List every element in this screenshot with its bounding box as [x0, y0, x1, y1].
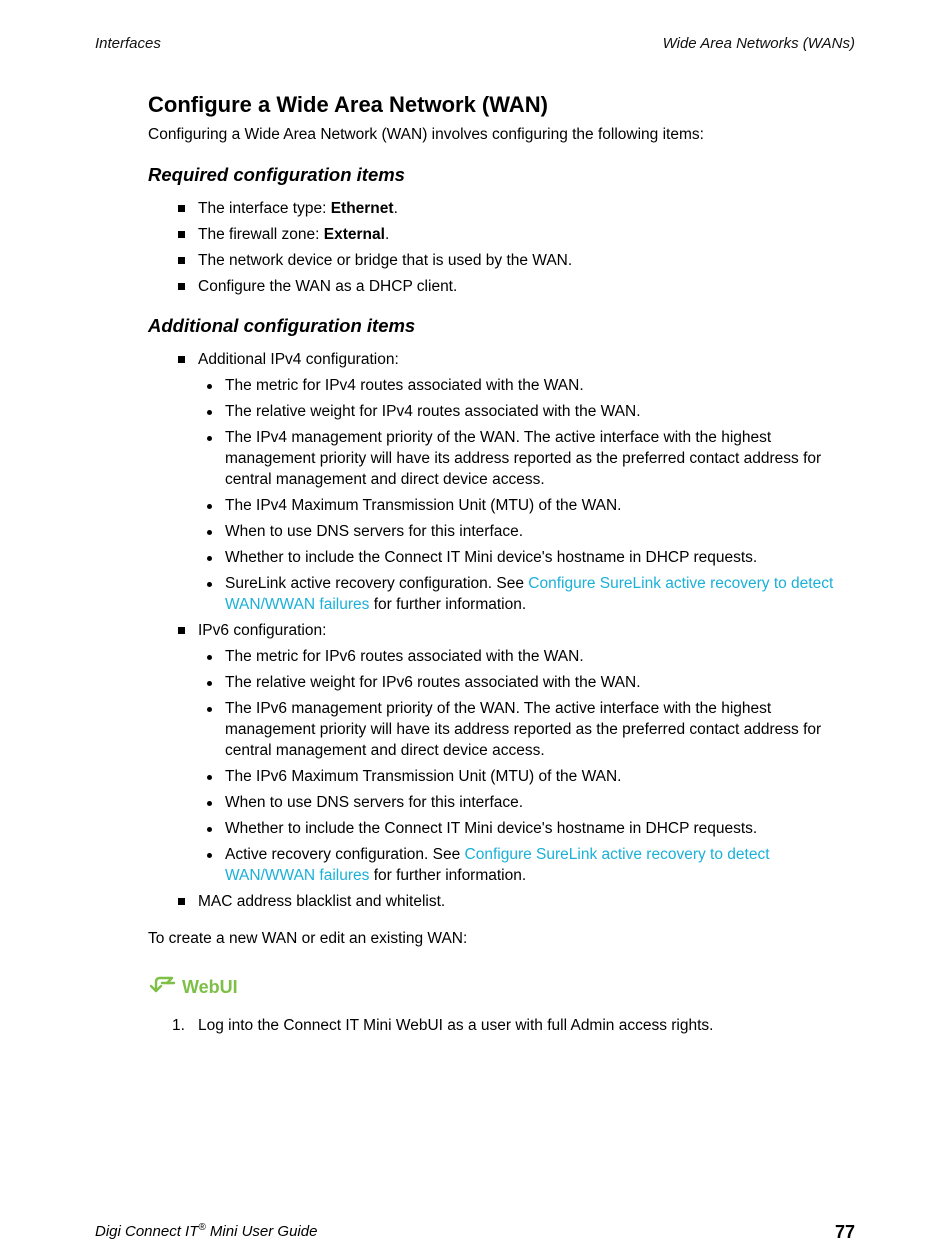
dot-bullet-icon [207, 827, 212, 832]
list-item: The relative weight for IPv4 routes associated with the WAN. [225, 401, 848, 422]
webui-icon [148, 974, 176, 1001]
square-bullet-icon [178, 205, 185, 212]
square-bullet-icon [178, 627, 185, 634]
additional-list [148, 349, 848, 912]
list-item: SureLink active recovery configuration. See Configure SureLink active recovery to detect WAN/WWAN failures for further information. [225, 573, 848, 615]
required-list [148, 198, 848, 297]
ipv4-sublist [198, 375, 848, 615]
header-section: Interfaces [95, 35, 161, 52]
surelink-link[interactable]: Configure SureLink active recovery to detect WAN/WWAN failures [225, 846, 770, 884]
list-item: The relative weight for IPv6 routes associated with the WAN. [225, 672, 848, 693]
list-item: When to use DNS servers for this interface. [225, 792, 848, 813]
step-number: 1. [172, 1017, 185, 1034]
square-bullet-icon [178, 283, 185, 290]
dot-bullet-icon [207, 681, 212, 686]
additional-heading: Additional configuration items [148, 315, 416, 336]
list-item: Configure the WAN as a DHCP client. [198, 276, 848, 297]
dot-bullet-icon [207, 655, 212, 660]
dot-bullet-icon [207, 801, 212, 806]
list-item: The IPv4 Maximum Transmission Unit (MTU) of the WAN. [225, 495, 848, 516]
surelink-link[interactable]: Configure SureLink active recovery to detect WAN/WWAN failures [225, 575, 834, 613]
page-number: 77 [834, 1222, 855, 1242]
footer-guide-title: Digi Connect IT® Mini User Guide [95, 1222, 318, 1240]
list-item: The firewall zone: External. [198, 224, 848, 245]
list-item-ipv6: IPv6 configuration: The metric for IPv6 routes associated with the WAN. The relative weight for IPv6 routes associated with the WAN. The IPv6 management priority of the WAN. The active interface with the highest management priority will have its address reported as the preferred contact address for central management and direct device access. The IPv6 Maximum Transmission Unit (MTU) of the WAN. When to use DNS servers for this interface. Whether to include the Connect IT Mini device's hostname in DHCP requests. Active recovery configuration. See Configure SureLink active recovery to detect WAN/WWAN failures for further information. [198, 620, 848, 886]
square-bullet-icon [178, 231, 185, 238]
step-item: 1. Log into the Connect IT Mini WebUI as a user with full Admin access rights. [172, 1017, 714, 1034]
list-item: Active recovery configuration. See Configure SureLink active recovery to detect WAN/WWAN failures for further information. [225, 844, 848, 886]
list-item: The IPv6 management priority of the WAN. The active interface with the highest management priority will have its address reported as the preferred contact address for central management and direct device access. [225, 698, 848, 761]
dot-bullet-icon [207, 384, 212, 389]
dot-bullet-icon [207, 530, 212, 535]
steps-list [148, 1015, 848, 1036]
list-item-ipv4: Additional IPv4 configuration: The metric for IPv4 routes associated with the WAN. The relative weight for IPv4 routes associated with the WAN. The IPv4 management priority of the WAN. The active interface with the highest management priority will have its address reported as the preferred contact address for central management and direct device access. The IPv4 Maximum Transmission Unit (MTU) of the WAN. When to use DNS servers for this interface. Whether to include the Connect IT Mini device's hostname in DHCP requests. SureLink active recovery configuration. See Configure SureLink active recovery to detect WAN/WWAN failures for further information. [198, 349, 848, 615]
page-content [148, 92, 848, 1036]
list-item: The IPv4 management priority of the WAN. The active interface with the highest management priority will have its address reported as the preferred contact address for central management and direct device access. [225, 427, 848, 490]
required-heading: Required configuration items [148, 164, 405, 185]
list-item: The interface type: Ethernet. [198, 198, 848, 219]
square-bullet-icon [178, 898, 185, 905]
dot-bullet-icon [207, 504, 212, 509]
list-item: The metric for IPv4 routes associated with the WAN. [225, 375, 848, 396]
list-item: Whether to include the Connect IT Mini device's hostname in DHCP requests. [225, 818, 848, 839]
list-item: The network device or bridge that is used by the WAN. [198, 250, 848, 271]
webui-heading [148, 974, 848, 1001]
page-title: Configure a Wide Area Network (WAN) [148, 92, 548, 117]
square-bullet-icon [178, 257, 185, 264]
create-wan-paragraph: To create a new WAN or edit an existing WAN: [148, 930, 468, 947]
ipv6-sublist [198, 646, 848, 886]
dot-bullet-icon [207, 775, 212, 780]
intro-paragraph: Configuring a Wide Area Network (WAN) involves configuring the following items: [148, 126, 704, 143]
dot-bullet-icon [207, 582, 212, 587]
list-item-mac: MAC address blacklist and whitelist. [198, 891, 848, 912]
dot-bullet-icon [207, 853, 212, 858]
list-item: Whether to include the Connect IT Mini device's hostname in DHCP requests. [225, 547, 848, 568]
dot-bullet-icon [207, 436, 212, 441]
list-item: The metric for IPv6 routes associated with the WAN. [225, 646, 848, 667]
dot-bullet-icon [207, 707, 212, 712]
header-chapter: Wide Area Networks (WANs) [662, 35, 855, 52]
webui-label: WebUI [182, 977, 238, 997]
dot-bullet-icon [207, 556, 212, 561]
list-item: When to use DNS servers for this interface. [225, 521, 848, 542]
list-item: The IPv6 Maximum Transmission Unit (MTU) of the WAN. [225, 766, 848, 787]
square-bullet-icon [178, 356, 185, 363]
dot-bullet-icon [207, 410, 212, 415]
